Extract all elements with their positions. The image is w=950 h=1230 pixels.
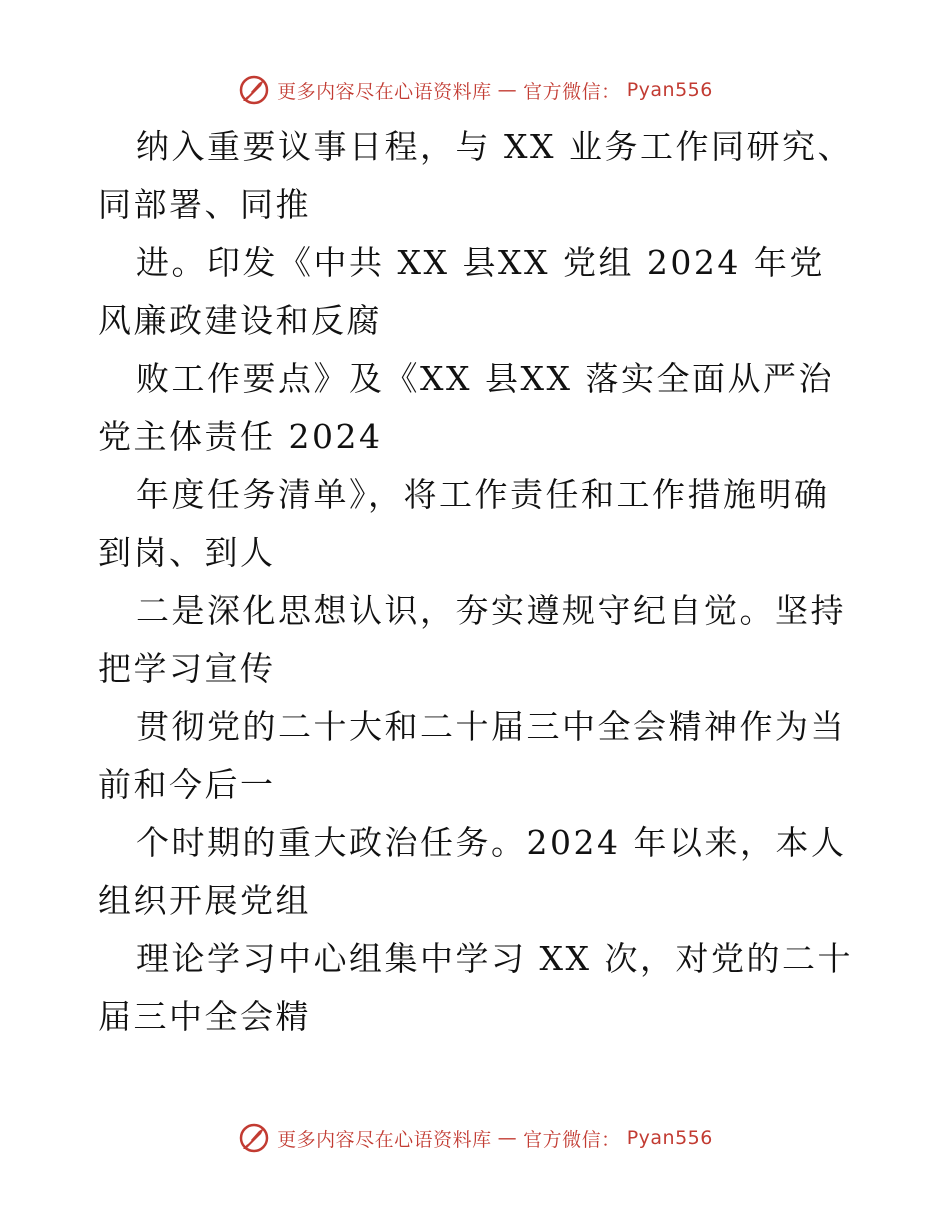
paragraph: 二是深化思想认识，夯实遵规守纪自觉。坚持把学习宣传 xyxy=(98,591,846,688)
watermark-separator: — xyxy=(497,79,518,101)
paragraph: 贯彻党的二十大和二十届三中全会精神作为当前和今后一 xyxy=(98,707,846,804)
paragraph: 进。印发《中共 XX 县XX 党组 2024 年党风廉政建设和反腐 xyxy=(98,243,825,340)
watermark-wechat-label: 官方微信： xyxy=(523,1128,621,1151)
quill-pen-icon xyxy=(237,1121,271,1155)
paragraph: 理论学习中心组集中学习 XX 次，对党的二十届三中全会精 xyxy=(98,939,853,1036)
paragraph: 纳入重要议事日程，与 XX 业务工作同研究、同部署、同推 xyxy=(98,127,853,224)
watermark-separator: — xyxy=(497,1127,518,1149)
paragraph: 败工作要点》及《XX 县XX 落实全面从严治党主体责任 2024 xyxy=(98,359,834,456)
watermark-brand: 更多内容尽在心语资料库 xyxy=(277,80,492,103)
paragraph: 年度任务清单》，将工作责任和工作措施明确到岗、到人 xyxy=(98,475,830,572)
paragraph: 个时期的重大政治任务。2024 年以来，本人组织开展党组 xyxy=(98,823,847,920)
watermark-wechat-id: Pyan556 xyxy=(626,1127,713,1149)
header-watermark xyxy=(0,70,950,110)
quill-pen-icon xyxy=(237,73,271,107)
document-body xyxy=(98,118,858,1046)
watermark-brand: 更多内容尽在心语资料库 xyxy=(277,1128,492,1151)
watermark-wechat-label: 官方微信： xyxy=(523,80,621,103)
footer-watermark xyxy=(0,1118,950,1158)
watermark-wechat-id: Pyan556 xyxy=(626,79,713,101)
